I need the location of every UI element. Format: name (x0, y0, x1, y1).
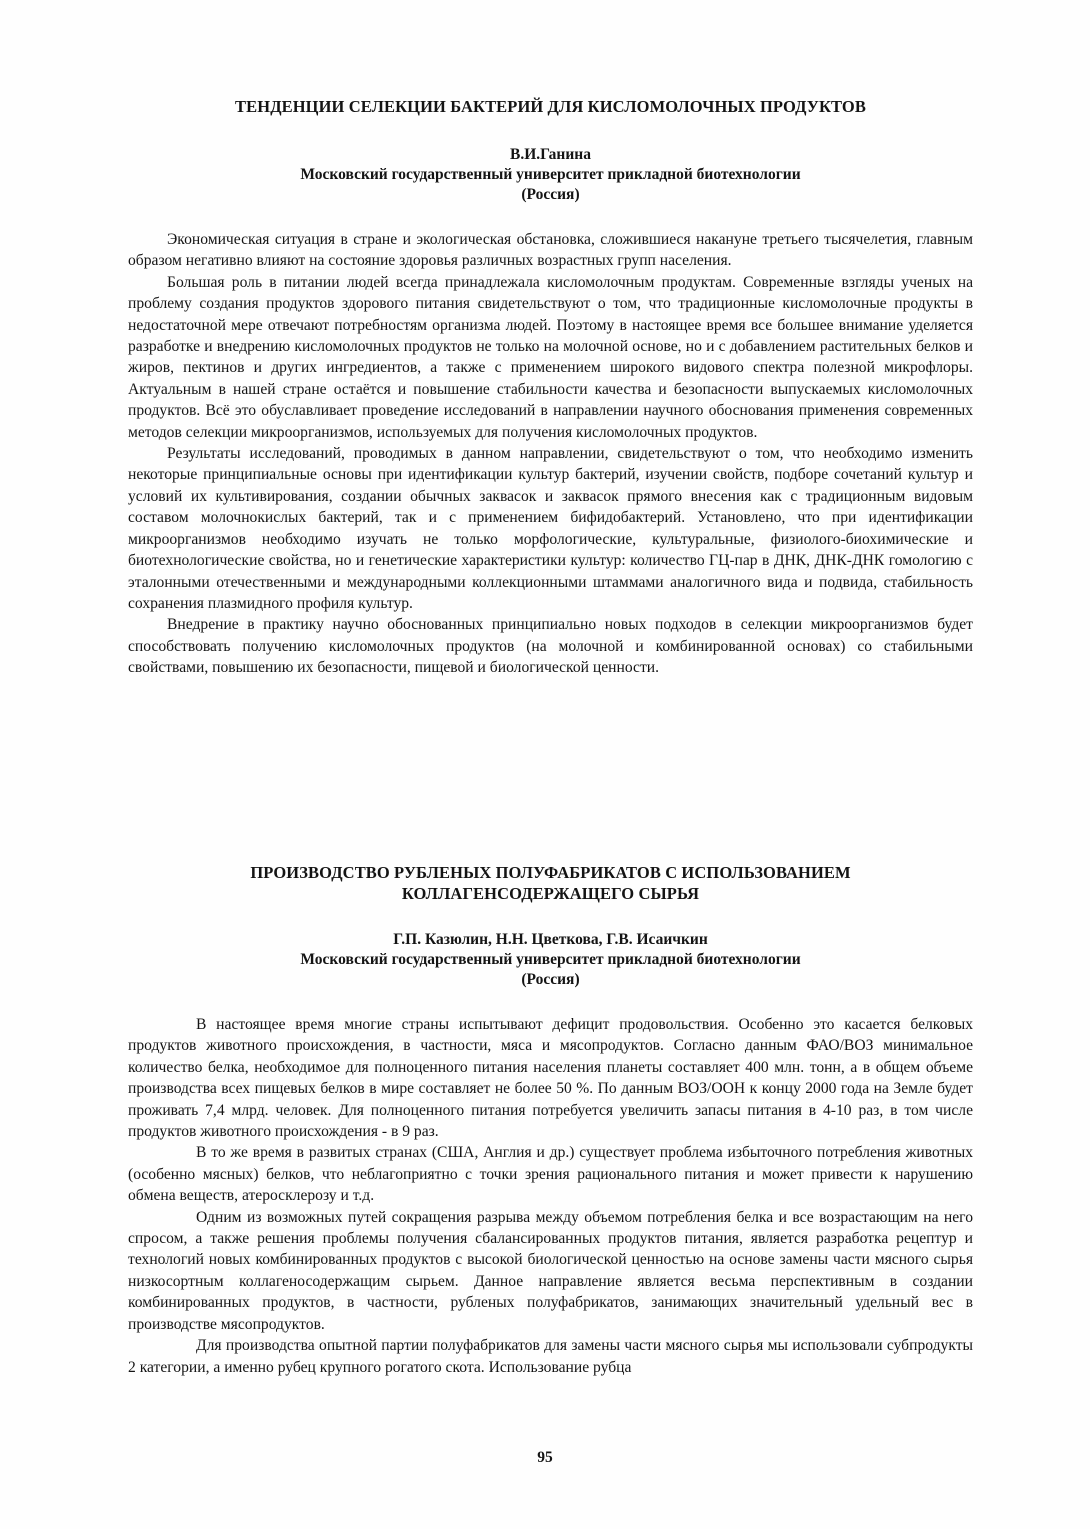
article-body (128, 229, 973, 679)
paragraph: В то же время в развитых странах (США, Англия и др.) существует проблема избыточного потребления животных (особенно мясных) белков, что неблагоприятно с точки зрения рационального питания и может привести к нарушению обмена веществ, атеросклерозу и т.д. (128, 1144, 973, 1205)
page-number: 95 (537, 1449, 553, 1466)
paragraph: Результаты исследований, проводимых в данном направлении, свидетельствуют о том, что необходимо изменить некоторые принципиальные основы при идентификации культур бактерий, изучении свойств, подборе сочетаний культур и условий их культивирования, создании обычных заквасок и заквасок прямого внесения как с традиционным видовым составом молочнокислых бактерий, так и с применением бифидобактерий. Установлено, что при идентификации микроорганизмов необходимо изучать не только морфологические, культуральные, физиолого-биохимические и биотехнологические свойства, но и генетические характеристики культур: количество ГЦ-пар в ДНК, ДНК-ДНК гомологию с эталонными отечественными и международными коллекционными штаммами аналогичного вида и подвида, стабильность сохранения плазмидного профиля культур. (128, 445, 973, 612)
article-minced-semi-finished (128, 862, 973, 1378)
country: (Россия) (521, 971, 580, 988)
article-title: ТЕНДЕНЦИИ СЕЛЕКЦИИ БАКТЕРИЙ ДЛЯ КИСЛОМОЛОЧНЫХ ПРОДУКТОВ (235, 97, 866, 116)
article-title-line-1: ПРОИЗВОДСТВО РУБЛЕНЫХ ПОЛУФАБРИКАТОВ С ИСПОЛЬЗОВАНИЕМ (250, 863, 851, 882)
article-title (128, 862, 973, 904)
affiliation: Московский государственный университет прикладной биотехнологии (300, 166, 801, 183)
author-name: В.И.Ганина (510, 146, 591, 163)
paragraph: Большая роль в питании людей всегда принадлежала кисломолочным продуктам. Современные взгляды ученых на проблему создания продуктов здорового питания свидетельствуют о том, что традиционные кисломолочные продукты в недостаточной мере отвечают потребностям организма людей. Поэтому в настоящее время все большее внимание уделяется разработке и внедрению кисломолочных продуктов не только на молочной основе, но и с добавлением растительных белков и жиров, пектинов и других ингредиентов, а также с применением широкого видового спектра полезной микрофлоры. Актуальным в нашей стране остаётся и повышение стабильности качества и безопасности выпускаемых кисломолочных продуктов. Всё это обуславливает проведение исследований в направлении научного обоснования применения современных методов селекции микроорганизмов, используемых для получения кисломолочных продуктов. (128, 273, 973, 441)
country: (Россия) (521, 186, 580, 203)
paragraph: Внедрение в практику научно обоснованных принципиально новых подходов в селекции микроорганизмов будет способствовать получению кисломолочных продуктов (на молочной и комбинированной основах) со стабильными свойствами, повышению их безопасности, пищевой и биологической ценности. (128, 616, 973, 677)
article-title-line-2: КОЛЛАГЕНСОДЕРЖАЩЕГО СЫРЬЯ (401, 884, 700, 903)
article-selection-bacteria (128, 96, 973, 679)
paragraph: Для производства опытной партии полуфабрикатов для замены части мясного сырья мы использовали субпродукты 2 категории, а именно рубец крупного рогатого скота. Использование рубца (128, 1337, 973, 1376)
paragraph: В настоящее время многие страны испытывают дефицит продовольствия. Особенно это касается белковых продуктов животного происхождения, в частности, мяса и мясопродуктов. Согласно данным ФАО/ВОЗ минимальное количество белка, необходимое для полноценного питания населения планеты составляет 400 млн. тонн, а в общем объеме производства всех пищевых белков в мире составляет не более 50 %. По данным ВОЗ/ООН к концу 2000 года на Земле будет проживать 7,4 млрд. человек. Для полноценного питания потребуется увеличить запасы питания в 4-10 раз, в том числе продуктов животного происхождения - в 9 раз. (128, 1016, 973, 1141)
article-body (128, 1014, 973, 1378)
paragraph: Одним из возможных путей сокращения разрыва между объемом потребления белка и все возрастающим на него спросом, а также решения проблемы получения сбалансированных продуктов питания, является разработка рецептур и технологий новых комбинированных продуктов с высокой биологической ценностью на основе замены части мясного сырья низкосортным коллагеносодержащим сырьем. Данное направление является весьма перспективным в создании комбинированных продуктов, в частности, рубленых полуфабрикатов, занимающих значительный удельный вес в производстве мясопродуктов. (128, 1208, 973, 1333)
paragraph: Экономическая ситуация в стране и экологическая обстановка, сложившиеся накануне третьего тысячелетия, главным образом негативно влияют на состояние здоровья различных возрастных групп населения. (128, 231, 973, 270)
affiliation: Московский государственный университет прикладной биотехнологии (300, 951, 801, 968)
author-names: Г.П. Казюлин, Н.Н. Цветкова, Г.В. Исаичкин (393, 931, 708, 948)
